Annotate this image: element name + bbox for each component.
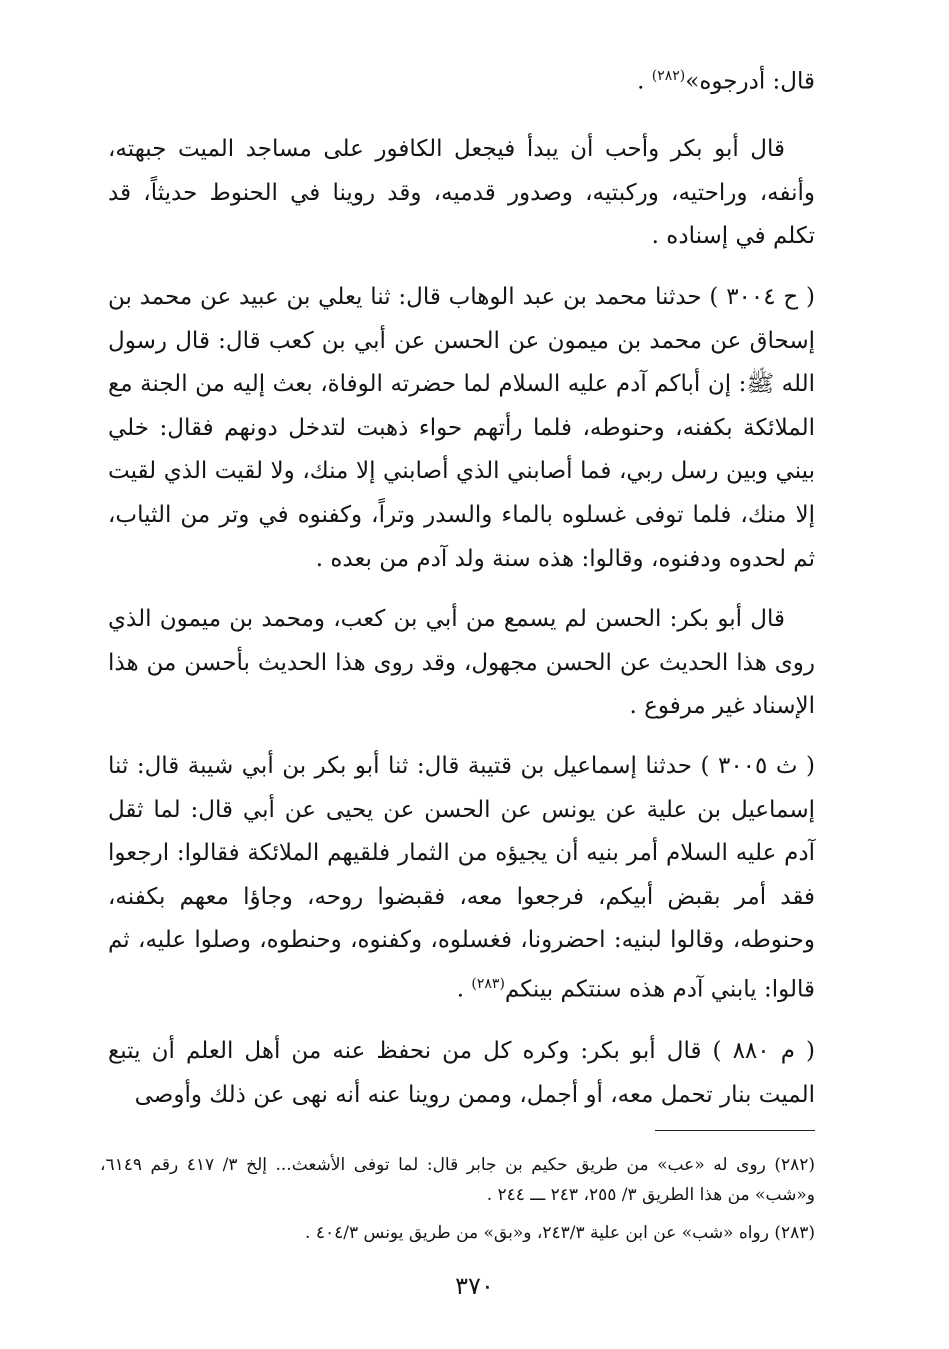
paragraph-5-masala-880 xyxy=(108,1030,815,1117)
footnote-282 xyxy=(100,1150,815,1210)
paragraph-text: ( ث ٣٠٠٥ ) حدثنا إسماعيل بن قتيبة قال: ثنا أبو بكر بن أبي شيبة قال: ثنا إسماعيل بن علية عن يونس عن الحسن عن يحيى عن أبي قال: لما ثقل آدم عليه السلام أمر بنيه أن يجيؤه من الثمار فلقيهم الملائكة فقالوا: ارجعوا فقد أمر بقبض أبيكم، فرجعوا معه، فقبضوا روحه، وجاؤا معهم بكفنه، وحنوطه، وقالوا لبنيه: احضرونا، فغسلوه، وكفنوه، وحنطوه، وصلوا عليه، ثم قالوا: يابني آدم هذه سنتكم بينكم xyxy=(108,753,815,1003)
continuation-text: قال: أدرجوه» xyxy=(685,68,815,95)
paragraph-text: قال أبو بكر وأحب أن يبدأ فيجعل الكافور على مساجد الميت جبهته، وأنفه، وراحتيه، وركبتيه، وصدور قدميه، وقد روينا في الحنوط حديثاً، قد تكلم في إسناده . xyxy=(108,136,815,250)
footnote-separator xyxy=(655,1130,815,1131)
paragraph-text: ( م ٨٨٠ ) قال أبو بكر: وكره كل من نحفظ عنه من أهل العلم أن يتبع الميت بنار تحمل معه، أو أجمل، وممن روينا عنه أنه نهى عن ذلك وأوصى xyxy=(108,1038,815,1108)
continuation-end: . xyxy=(637,68,652,95)
paragraph-text: قال أبو بكر: الحسن لم يسمع من أبي بن كعب، ومحمد بن ميمون الذي روى هذا الحديث عن الحسن مجهول، وقد روى هذا الحديث بأحسن من هذا الإسناد غير مرفوع . xyxy=(108,606,815,720)
footnote-ref-283[interactable]: (٢٨٣) xyxy=(471,975,505,992)
continuation-line xyxy=(108,68,815,95)
footnote-283 xyxy=(100,1218,815,1248)
page-number: ٣٧٠ xyxy=(455,1272,494,1300)
footnote-text: (٢٨٢) روى له «عب» من طريق حكيم بن جابر قال: لما توفى الأشعث... إلخ ٣/ ٤١٧ رقم ٦١٤٩، و«شب» من هذا الطريق ٣/ ٢٥٥، ٢٤٣ ـــ ٢٤٤ . xyxy=(100,1155,815,1205)
paragraph-3 xyxy=(108,598,815,729)
footnote-text: (٢٨٣) رواه «شب» عن ابن علية ٢٤٣/٣، و«بق» من طريق يونس ٤٠٤/٣ . xyxy=(305,1223,815,1243)
paragraph-1 xyxy=(108,128,815,259)
paragraph-4-athar-3005 xyxy=(108,745,815,1012)
paragraph-2-hadith-3004 xyxy=(108,276,815,581)
paragraph-text: ( ح ٣٠٠٤ ) حدثنا محمد بن عبد الوهاب قال: ثنا يعلي بن عبيد عن محمد بن إسحاق عن محمد بن ميمون عن الحسن عن أبي بن كعب قال: قال رسول الله ﷺ: إن أباكم آدم عليه السلام لما حضرته الوفاة، بعث إليه من الجنة مع الملائكة بكفنه، وحنوطه، فلما رأتهم حواء ذهبت لتدخل دونهم فقال: خلي بيني وبين رسل ربي، فما أصابني الذي أصابني إلا منك، ولا لقيت الذي لقيت إلا منك، فلما توفى غسلوه بالماء والسدر وتراً، وكفنوه في وتر من الثياب، ثم لحدوه ودفنوه، وقالوا: هذه سنة ولد آدم من بعده . xyxy=(108,284,815,572)
paragraph-end: . xyxy=(456,976,472,1003)
footnote-ref-282[interactable]: (٢٨٢) xyxy=(651,68,686,84)
